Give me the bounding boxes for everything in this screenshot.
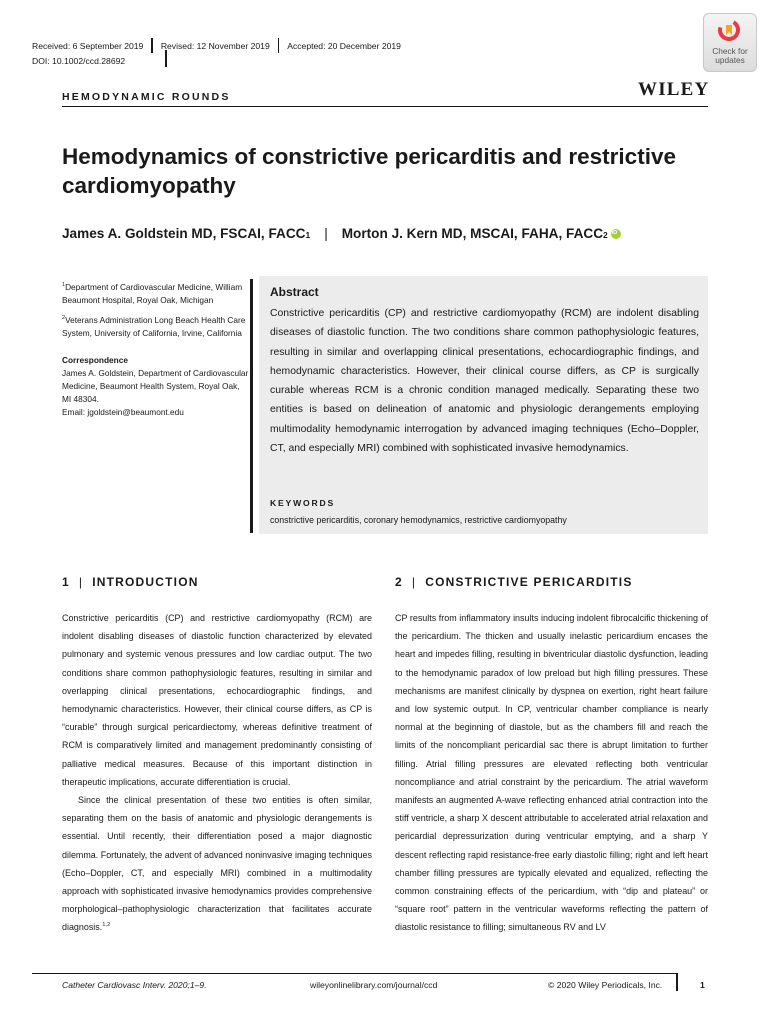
received-date: Received: 6 September 2019 [32, 40, 144, 51]
header-rule [62, 106, 708, 107]
author-name[interactable]: Morton J. Kern MD, MSCAI, FAHA, FACC [341, 226, 604, 241]
orcid-icon[interactable] [611, 229, 621, 239]
copyright: © 2020 Wiley Periodicals, Inc. [548, 980, 663, 990]
section-title: INTRODUCTION [92, 575, 199, 589]
check-for-updates-badge[interactable] [703, 13, 757, 72]
abstract-rule [250, 279, 253, 533]
citation[interactable]: 1,2 [102, 922, 111, 929]
section-number: 1 [62, 575, 70, 589]
affiliation [62, 279, 250, 307]
abstract-text: Constrictive pericarditis (CP) and restrictive cardiomyopathy (RCM) are indolent disabling diseases of diastolic function. The two conditions share common pathophysiologic features, resulting in similar and overlapping clinical presentations, echocardiographic findings, and hemodynamic characteristics. However, their clinical course differs, as CP is surgically curable whereas RCM is a chronic condition managed medically. Separating these two entities is based on delineation of anatomic and physiologic derangements employing multimodality hemodynamic interrogation by advanced imaging techniques (Echo–Doppler, CT, and especially MRI) combined with sophisticated invasive hemodynamics. [270, 308, 699, 455]
abstract-heading: Abstract [270, 285, 319, 299]
meta-divider [151, 38, 153, 53]
article-title: Hemodynamics of constrictive pericarditis and restrictive cardiomyopathy [62, 144, 676, 198]
footer-rule [32, 973, 678, 974]
author-affiliation-marker: 1 [305, 230, 311, 240]
journal-citation: Catheter Cardiovasc Interv. 2020;1–9. [62, 980, 207, 990]
keywords-heading: KEYWORDS [270, 498, 336, 508]
author-list [62, 226, 621, 241]
doi-divider [165, 50, 167, 67]
accepted-date: Accepted: 20 December 2019 [287, 40, 401, 51]
affiliation-marker: 1 [62, 282, 66, 288]
section-number: 2 [395, 575, 403, 589]
footer-divider [676, 973, 678, 991]
check-for-updates-icon [718, 19, 740, 41]
correspondence-heading: Correspondence [62, 354, 128, 365]
affiliation-marker: 2 [62, 314, 66, 321]
paragraph [62, 791, 372, 937]
doi[interactable]: DOI: 10.1002/ccd.28692 [32, 56, 126, 66]
paragraph-text: Since the clinical presentation of these two entities is often similar, separating them on the basis of anatomic and physiologic derangements is essential. Until recently, their differentiation posed a major diagnostic dilemma. Fortunately, the advent of advanced noninvasive imaging techniques (Echo–Doppler, CT, and especially MRI) combined in a multimodality approach with sophisticated invasive hemodynamics provides comprehensive morphological–pathophysiologic characterization that facilitates accurate diagnosis. [62, 795, 372, 933]
affiliation-text: Department of Cardiovascular Medicine, William Beaumont Hospital, Royal Oak, Michigan [62, 281, 243, 305]
author-affiliation-marker: 2 [603, 230, 608, 240]
article-dates [32, 38, 401, 53]
section-separator: | [411, 575, 417, 589]
journal-url[interactable]: wileyonlinelibrary.com/journal/ccd [310, 980, 438, 990]
section-2-heading [395, 575, 633, 589]
paragraph: Constrictive pericarditis (CP) and restrictive cardiomyopathy (RCM) are indolent disabling diseases of diastolic function characterized by elevated pulmonary and systemic venous pressures and low cardiac output. The two conditions share common pathophysiologic features, resulting in similar and overlapping clinical presentations, echocardiographic findings, and hemodynamic characteristics. However, their clinical course differs, as CP is “curable” through surgical pericardiectomy, whereas definitive treatment of RCM is comparatively limited and management predominantly consisting of palliative medical measures. Because of this important distinction in therapeutic implications, accurate differentiation is crucial. [62, 613, 372, 787]
badge-line-1: Check for [712, 46, 748, 56]
affiliation [62, 312, 250, 340]
correspondence-address: James A. Goldstein, Department of Cardiovascular Medicine, Beaumont Health System, Royal Oak, MI 48304. [62, 367, 249, 404]
publisher-logo: WILEY [638, 79, 710, 100]
page-number: 1 [700, 980, 705, 990]
affiliations [62, 279, 250, 419]
section-1-body [62, 609, 372, 937]
paragraph: CP results from inflammatory insults inducing indolent fibrocalcific thickening of the pericardium. The thicken and usually inelastic pericardium encases the heart and impedes filling, resulting in biventricular diastolic dysfunction, leading to the hemodynamic paradox of low preload but high filling pressures. These mechanisms are manifest clinically by dyspnea on exertion, right heart failure and low systemic output. In CP, ventricular chamber compliance is nearly normal at the beginning of diastole, but as the chambers fill and reach the limits of the noncompliant pericardial sac there is abrupt limitation to further filling. Atrial filling pressures are elevated reflecting both ventricular noncompliance and atrial constraint by the pericardium. The atrial waveform manifests an augmented A-wave reflecting enhanced atrial contraction into the stiff ventricle, a sharp X descent attributable to accelerated atrial relaxation and pericardial depressurization during ventricular emptying, and a sharp Y descent reflecting rapid resistance-free early diastolic filling; right and left heart chamber filling pressures are typically elevated and equalized, reflecting the common constraining effects of the pericardium, with “dip and plateau” or “square root” pattern in the ventricular waveforms reflecting the pattern of diastolic resistance to filling; simultaneous RV and LV [395, 613, 708, 933]
badge-line-2: updates [715, 55, 745, 65]
section-label: HEMODYNAMIC ROUNDS [62, 91, 231, 103]
keywords-text: constrictive pericarditis, coronary hemodynamics, restrictive cardiomyopathy [270, 515, 567, 525]
correspondence-email[interactable]: Email: jgoldstein@beaumont.edu [62, 406, 184, 417]
revised-date: Revised: 12 November 2019 [160, 40, 270, 51]
meta-divider [278, 38, 280, 53]
section-separator: | [78, 575, 84, 589]
section-2-body [395, 609, 708, 937]
section-1-heading [62, 575, 199, 589]
section-title: CONSTRICTIVE PERICARDITIS [425, 575, 633, 589]
author-name[interactable]: James A. Goldstein MD, FSCAI, FACC [62, 226, 306, 241]
author-separator: | [324, 226, 328, 241]
affiliation-text: Veterans Administration Long Beach Health Care System, University of California, Irvine, California [62, 314, 246, 338]
